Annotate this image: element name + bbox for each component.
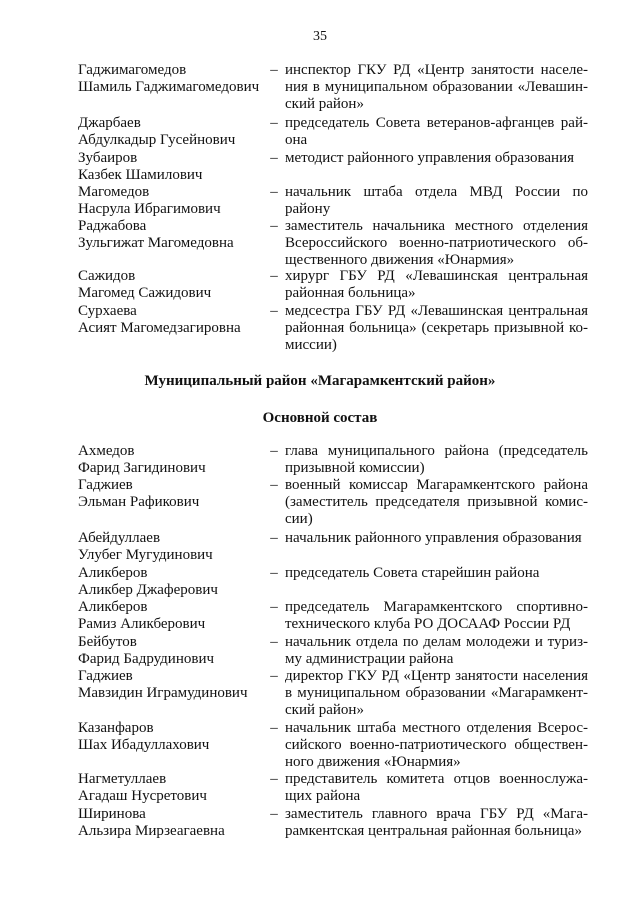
entry-role: инспектор ГКУ РД «Центр занятости населе-ния в муниципальном образовании «Левашин-ский район»: [285, 62, 588, 112]
list-item: [78, 115, 588, 149]
dash: –: [270, 218, 278, 234]
entry-given-name: Рамиз Аликберович: [78, 616, 206, 632]
entry-role: начальник штаба местного отделения Всерос-сийского военно-патриотического обществен-ного движения «Юнармия»: [285, 720, 588, 770]
dash: –: [270, 634, 278, 650]
composition-heading: Основной состав: [262, 410, 378, 426]
list-item: [78, 218, 588, 269]
dash: –: [270, 150, 278, 166]
entry-given-name: Абдулкадыр Гусейнович: [78, 132, 236, 148]
entry-role: начальник штаба отдела МВД России по району: [285, 184, 588, 217]
entry-role: военный комиссар Магарамкентского района (заместитель председателя призывной комис-сии): [285, 477, 588, 527]
entry-given-name: Мавзидин Играмудинович: [78, 685, 248, 701]
entry-role: директор ГКУ РД «Центр занятости населения в муниципальном образовании «Магарамкент-ский район»: [285, 668, 588, 718]
entry-role: начальник районного управления образования: [285, 530, 582, 546]
dash: –: [270, 668, 278, 684]
list-item: [78, 268, 588, 302]
entry-surname: Аликберов: [78, 565, 148, 581]
dash: –: [270, 303, 278, 319]
entry-surname: Раджабова: [78, 218, 147, 234]
list-item: [78, 565, 588, 598]
page-number: 35: [313, 29, 327, 44]
entry-given-name: Насрула Ибрагимович: [78, 201, 221, 217]
entry-surname: Нагметуллаев: [78, 771, 167, 787]
entry-surname: Сажидов: [78, 268, 136, 284]
entry-surname: Джарбаев: [78, 115, 141, 131]
entry-role: представитель комитета отцов военнослужа-щих района: [285, 771, 588, 804]
dash: –: [270, 268, 278, 284]
list-item: [78, 443, 588, 477]
dash: –: [270, 720, 278, 736]
entry-role: заместитель начальника местного отделения Всероссийского военно-патриотического об-щественного движения «Юнармия»: [285, 218, 588, 268]
district-heading: Муниципальный район «Магарамкентский район»: [144, 373, 496, 389]
entry-surname: Ахмедов: [78, 443, 135, 459]
entry-surname: Бейбутов: [78, 634, 137, 650]
entry-surname: Магомедов: [78, 184, 150, 200]
entry-role: хирург ГБУ РД «Левашинская центральная районная больница»: [285, 268, 588, 301]
list-item: [78, 303, 588, 354]
entry-given-name: Шамиль Гаджимагомедович: [78, 79, 260, 95]
list-item: [78, 184, 588, 218]
entry-given-name: Аликбер Джаферович: [78, 582, 218, 598]
list-item: [78, 771, 588, 805]
dash: –: [270, 443, 278, 459]
dash: –: [270, 565, 278, 581]
entry-surname: Сурхаева: [78, 303, 137, 319]
dash: –: [270, 62, 278, 78]
list-item: [78, 477, 588, 528]
entry-surname: Казанфаров: [78, 720, 154, 736]
entry-surname: Гаджиев: [78, 668, 133, 684]
entry-role: начальник отдела по делам молодежи и туриз-му администрации района: [285, 634, 588, 667]
entry-surname: Гаджимагомедов: [78, 62, 187, 78]
dash: –: [270, 184, 278, 200]
entry-surname: Аликберов: [78, 599, 148, 615]
entry-role: председатель Совета ветеранов-афганцев рай-она: [285, 115, 588, 148]
list-item: [78, 634, 588, 668]
list-item: [78, 530, 588, 563]
entry-given-name: Зульгижат Магомедовна: [78, 235, 234, 251]
entry-given-name: Эльман Рафикович: [78, 494, 200, 510]
entry-surname: Абейдуллаев: [78, 530, 161, 546]
entry-surname: Гаджиев: [78, 477, 133, 493]
dash: –: [270, 530, 278, 546]
entry-given-name: Агадаш Нусретович: [78, 788, 207, 804]
list-item: [78, 62, 588, 114]
entry-given-name: Асият Магомедзагировна: [78, 320, 241, 336]
entry-role: методист районного управления образования: [285, 150, 575, 166]
list-item: [78, 668, 588, 719]
entry-role: заместитель главного врача ГБУ РД «Мага-рамкентская центральная районная больница»: [285, 806, 588, 839]
dash: –: [270, 477, 278, 493]
entry-role: медсестра ГБУ РД «Левашинская центральная районная больница» (секретарь призывной ко-миссии): [285, 303, 588, 353]
entry-role: председатель Совета старейшин района: [285, 565, 540, 581]
dash: –: [270, 115, 278, 131]
list-item: [78, 720, 588, 771]
entry-role: председатель Магарамкентского спортивно-технического клуба РО ДОСААФ России РД: [285, 599, 588, 632]
entry-given-name: Фарид Загидинович: [78, 460, 206, 476]
entry-given-name: Альзира Мирзеагаевна: [78, 823, 225, 839]
entry-given-name: Фарид Бадрудинович: [78, 651, 215, 667]
entry-surname: Зубаиров: [78, 150, 138, 166]
entry-given-name: Улубег Мугудинович: [78, 547, 213, 563]
entry-role: глава муниципального района (председатель призывной комиссии): [285, 443, 588, 476]
list-item: [78, 806, 588, 840]
dash: –: [270, 599, 278, 615]
dash: –: [270, 771, 278, 787]
entry-given-name: Казбек Шамилович: [78, 167, 203, 183]
entry-surname: Ширинова: [78, 806, 146, 822]
entry-given-name: Магомед Сажидович: [78, 285, 212, 301]
dash: –: [270, 806, 278, 822]
list-item: [78, 150, 588, 183]
entry-given-name: Шах Ибадуллахович: [78, 737, 210, 753]
list-item: [78, 599, 588, 633]
